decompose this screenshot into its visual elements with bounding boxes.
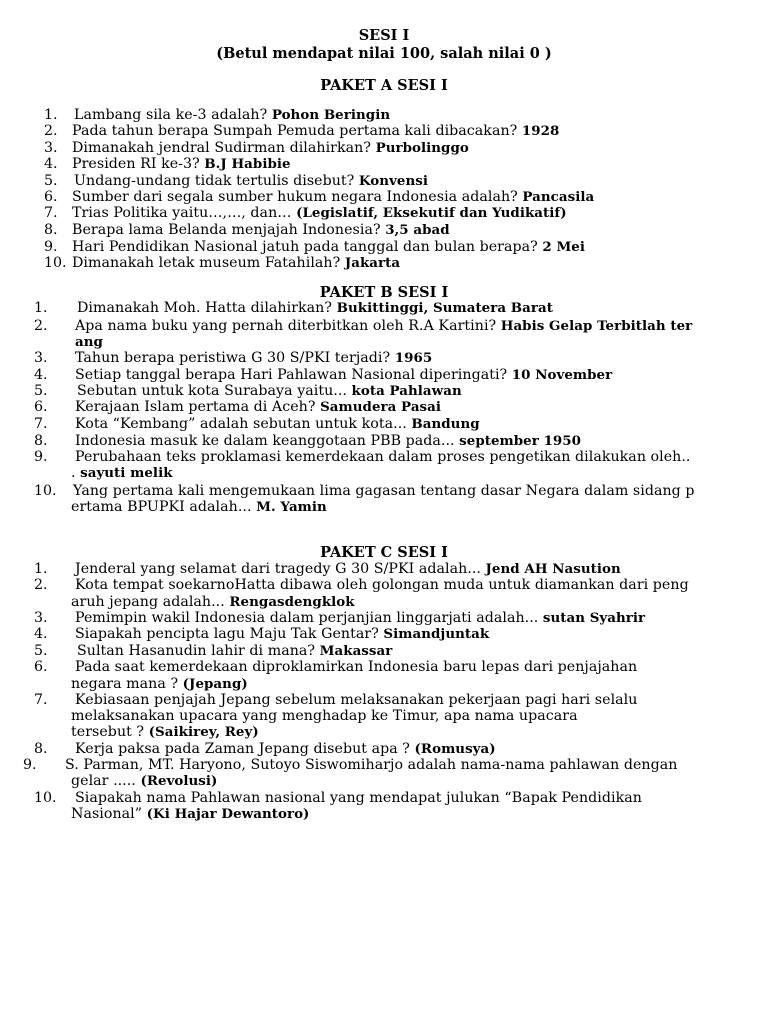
item-number: 8. [34, 741, 48, 757]
answer: (Revolusi) [140, 773, 218, 789]
item-number: 4. [44, 156, 58, 172]
answer: Simandjuntak [383, 626, 490, 642]
item-number: 4. [34, 626, 48, 642]
item-number: 7. [34, 416, 48, 432]
item-number: 5. [44, 173, 58, 189]
list-item-continuation: melaksanakan upacara yang menghadap ke Timur, apa nama upacara [71, 708, 578, 724]
list-item-continuation: negara mana ? (Jepang) [71, 676, 248, 692]
item-number: 4. [34, 367, 48, 383]
item-number: 3. [34, 610, 48, 626]
item-number: 2. [34, 577, 48, 593]
list-item: Siapakah pencipta lagu Maju Tak Gentar? Simandjuntak [75, 626, 490, 642]
answer: kota Pahlawan [351, 383, 462, 399]
list-item: Kerajaan Islam pertama di Aceh? Samudera Pasai [75, 399, 441, 415]
answer: ang [75, 334, 103, 350]
item-number: 6. [34, 659, 48, 675]
list-item-continuation: gelar ..... (Revolusi) [71, 773, 218, 789]
answer: Konvensi [358, 173, 428, 189]
list-item: Sebutan untuk kota Surabaya yaitu... kota Pahlawan [77, 383, 462, 399]
item-number: 10. [34, 790, 57, 806]
list-item: Sultan Hasanudin lahir di mana? Makassar [77, 643, 393, 659]
list-item: Sumber dari segala sumber hukum negara Indonesia adalah? Pancasila [72, 189, 595, 205]
item-number: 5. [34, 383, 48, 399]
item-number: 1. [34, 561, 48, 577]
list-item: Dimanakah Moh. Hatta dilahirkan? Bukittinggi, Sumatera Barat [77, 300, 553, 316]
answer: Habis Gelap Terbitlah ter [500, 318, 693, 334]
document-title: SESI I [358, 27, 410, 44]
section-title-paket-c: PAKET C SESI I [320, 544, 448, 561]
list-item: Kota “Kembang” adalah sebutan untuk kota... Bandung [75, 416, 480, 432]
answer: (Saikirey, Rey) [148, 724, 259, 740]
list-item: Pemimpin wakil Indonesia dalam perjanjian linggarjati adalah... sutan Syahrir [75, 610, 646, 626]
item-number: 1. [44, 107, 58, 123]
list-item: Dimanakah letak museum Fatahilah? Jakarta [72, 255, 401, 271]
list-item: Tahun berapa peristiwa G 30 S/PKI terjadi? 1965 [75, 350, 433, 366]
answer: Makassar [319, 643, 393, 659]
answer: Jakarta [344, 255, 401, 271]
answer: 10 November [511, 367, 613, 383]
list-item: Indonesia masuk ke dalam keanggotaan PBB pada... september 1950 [75, 433, 582, 449]
list-item-continuation: ertama BPUPKI adalah... M. Yamin [71, 499, 327, 515]
item-number: 2. [44, 123, 58, 139]
item-number: 8. [44, 222, 58, 238]
list-item: Kota tempat soekarnoHatta dibawa oleh golongan muda untuk diamankan dari peng [75, 577, 689, 593]
answer: Rengasdengklok [229, 594, 355, 610]
list-item: Pada tahun berapa Sumpah Pemuda pertama kali dibacakan? 1928 [72, 123, 560, 139]
list-item: Lambang sila ke-3 adalah? Pohon Beringin [74, 107, 391, 123]
answer: september 1950 [459, 433, 582, 449]
list-item-continuation: Nasional” (Ki Hajar Dewantoro) [71, 806, 310, 822]
document-subtitle: (Betul mendapat nilai 100, salah nilai 0 ) [216, 45, 552, 62]
answer: Pancasila [522, 189, 595, 205]
list-item: Trias Politika yaitu…,…, dan… (Legislatif, Eksekutif dan Yudikatif) [72, 205, 567, 221]
item-number: 6. [44, 189, 58, 205]
answer: M. Yamin [256, 499, 327, 515]
item-number: 10. [34, 483, 57, 499]
list-item: Perubahaan teks proklamasi kemerdekaan dalam proses pengetikan dilakukan oleh.. [75, 449, 691, 465]
item-number: 6. [34, 399, 48, 415]
section-title-paket-a: PAKET A SESI I [320, 77, 448, 94]
list-item: Setiap tanggal berapa Hari Pahlawan Nasional diperingati? 10 November [75, 367, 613, 383]
item-number: 9. [44, 239, 58, 255]
answer: (Romusya) [414, 741, 496, 757]
answer: Purbolinggo [375, 140, 469, 156]
item-number: 10. [44, 255, 67, 271]
list-item: Presiden RI ke-3? B.J Habibie [72, 156, 291, 172]
list-item: Apa nama buku yang pernah diterbitkan oleh R.A Kartini? Habis Gelap Terbitlah ter [75, 318, 693, 334]
item-number: 9. [23, 757, 37, 773]
list-item: Dimanakah jendral Sudirman dilahirkan? Purbolinggo [72, 140, 469, 156]
answer: 3,5 abad [385, 222, 450, 238]
list-item: Siapakah nama Pahlawan nasional yang mendapat julukan “Bapak Pendidikan [75, 790, 642, 806]
list-item: Berapa lama Belanda menjajah Indonesia? 3,5 abad [72, 222, 450, 238]
answer: 1965 [394, 350, 433, 366]
answer: (Jepang) [182, 676, 248, 692]
answer: (Ki Hajar Dewantoro) [146, 806, 310, 822]
list-item: Undang-undang tidak tertulis disebut? Konvensi [74, 173, 428, 189]
list-item: Kebiasaan penjajah Jepang sebelum melaksanakan pekerjaan pagi hari selalu [75, 692, 638, 708]
list-item: Yang pertama kali mengemukaan lima gagasan tentang dasar Negara dalam sidang p [73, 483, 695, 499]
answer: Pohon Beringin [271, 107, 391, 123]
list-item-continuation: tersebut ? (Saikirey, Rey) [71, 724, 259, 740]
answer: (Legislatif, Eksekutif dan Yudikatif) [296, 205, 567, 221]
item-number: 2. [34, 318, 48, 334]
item-number: 5. [34, 643, 48, 659]
answer: 1928 [521, 123, 560, 139]
section-title-paket-b: PAKET B SESI I [319, 284, 449, 301]
list-item-continuation: . sayuti melik [71, 465, 173, 481]
answer: Bandung [411, 416, 480, 432]
answer: B.J Habibie [204, 156, 291, 172]
list-item: Jenderal yang selamat dari tragedy G 30 S/PKI adalah... Jend AH Nasution [75, 561, 621, 577]
list-item-continuation [75, 334, 103, 351]
item-number: 9. [34, 449, 48, 465]
answer: sutan Syahrir [542, 610, 646, 626]
item-number: 7. [34, 692, 48, 708]
answer: Bukittinggi, Sumatera Barat [336, 300, 553, 316]
list-item: S. Parman, MT. Haryono, Sutoyo Siswomiharjo adalah nama-nama pahlawan dengan [65, 757, 678, 773]
item-number: 1. [34, 300, 48, 316]
list-item-continuation: aruh jepang adalah... Rengasdengklok [71, 594, 355, 610]
list-item: Pada saat kemerdekaan diproklamirkan Indonesia baru lepas dari penjajahan [75, 659, 638, 675]
answer: Samudera Pasai [320, 399, 441, 415]
answer: 2 Mei [542, 239, 586, 255]
answer: Jend AH Nasution [485, 561, 621, 577]
answer: sayuti melik [80, 465, 173, 481]
item-number: 7. [44, 205, 58, 221]
list-item: Kerja paksa pada Zaman Jepang disebut apa ? (Romusya) [75, 741, 496, 757]
list-item: Hari Pendidikan Nasional jatuh pada tanggal dan bulan berapa? 2 Mei [72, 239, 586, 255]
item-number: 8. [34, 433, 48, 449]
item-number: 3. [34, 350, 48, 366]
item-number: 3. [44, 140, 58, 156]
